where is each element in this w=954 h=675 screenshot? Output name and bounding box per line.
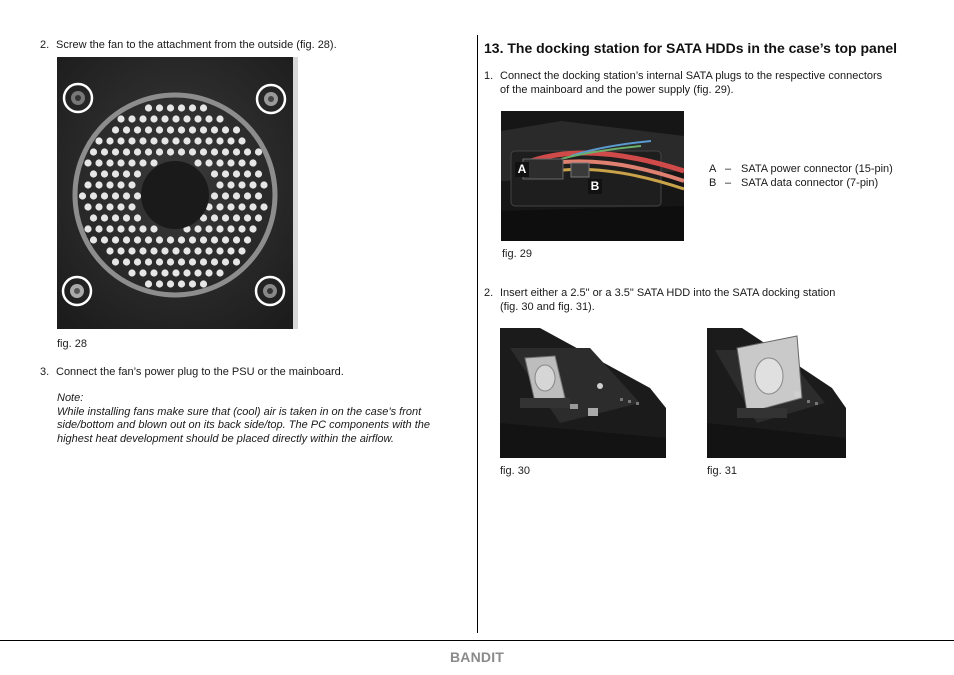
step-2-screw-fan xyxy=(40,38,337,52)
grille-hole xyxy=(123,258,130,265)
grille-hole xyxy=(106,181,113,188)
grille-hole xyxy=(90,236,97,243)
grille-hole xyxy=(90,170,97,177)
grille-hole xyxy=(128,159,135,166)
grille-hole xyxy=(106,203,113,210)
legend-key: A xyxy=(709,163,717,175)
grille-hole xyxy=(249,159,256,166)
grille-hole xyxy=(150,137,157,144)
note-label: Note: xyxy=(57,392,84,404)
grille-hole xyxy=(178,148,185,155)
grille-hole xyxy=(233,214,240,221)
grille-hole xyxy=(189,258,196,265)
footer-brand: BANDIT xyxy=(449,649,505,665)
grille-hole xyxy=(211,170,218,177)
grille-hole xyxy=(79,192,86,199)
grille-hole xyxy=(216,115,223,122)
grille-hole xyxy=(117,137,124,144)
grille-hole xyxy=(117,181,124,188)
grille-hole xyxy=(255,214,262,221)
legend-key: B xyxy=(709,177,717,189)
grille-hole xyxy=(216,159,223,166)
fan-grille-illustration xyxy=(57,57,298,329)
grille-hole xyxy=(233,236,240,243)
fig-29-caption: fig. 29 xyxy=(502,248,532,260)
grille-hole xyxy=(216,203,223,210)
fan-hub xyxy=(141,161,209,229)
step-number: 3. xyxy=(40,366,50,378)
grille-hole xyxy=(150,159,157,166)
grille-hole xyxy=(101,192,108,199)
grille-hole xyxy=(156,126,163,133)
grille-hole xyxy=(178,236,185,243)
grille-hole xyxy=(112,126,119,133)
grille-hole xyxy=(189,236,196,243)
grille-hole xyxy=(211,236,218,243)
grille-hole xyxy=(189,104,196,111)
grille-hole xyxy=(222,192,229,199)
grille-hole xyxy=(183,137,190,144)
grille-hole xyxy=(205,115,212,122)
grille-hole xyxy=(194,115,201,122)
grille-hole xyxy=(205,225,212,232)
grille-hole xyxy=(128,181,135,188)
grille-hole xyxy=(222,258,229,265)
hdd-3-5-illustration xyxy=(707,328,846,458)
grille-hole xyxy=(227,225,234,232)
grille-hole xyxy=(123,126,130,133)
grille-hole xyxy=(145,258,152,265)
section-title: 13. The docking station for SATA HDDs in the case’s top panel xyxy=(484,40,898,56)
grille-hole xyxy=(139,159,146,166)
grille-hole xyxy=(161,137,168,144)
grille-hole xyxy=(134,170,141,177)
grille-hole xyxy=(200,148,207,155)
grille-hole xyxy=(112,192,119,199)
grille-hole xyxy=(95,225,102,232)
grille-hole xyxy=(112,236,119,243)
legend-row-a xyxy=(709,162,893,176)
grille-hole xyxy=(139,115,146,122)
grille-hole xyxy=(189,126,196,133)
grille-hole xyxy=(145,104,152,111)
grille-hole xyxy=(161,115,168,122)
grille-hole xyxy=(260,203,267,210)
grille-hole xyxy=(156,236,163,243)
grille-hole xyxy=(112,258,119,265)
grille-hole xyxy=(216,137,223,144)
step-text-line-2: of the mainboard and the power supply (fig. 29). xyxy=(500,84,734,96)
grille-hole xyxy=(167,258,174,265)
grille-hole xyxy=(161,247,168,254)
grille-hole xyxy=(90,214,97,221)
grille-hole xyxy=(112,214,119,221)
step-text-line-1: Insert either a 2.5" or a 3.5" SATA HDD into the SATA docking station xyxy=(500,287,836,299)
grille-hole xyxy=(128,115,135,122)
grille-hole xyxy=(222,170,229,177)
note-line-1: While installing fans make sure that (cool) air is taken in on the case’s front xyxy=(57,405,422,418)
legend-dash: – xyxy=(725,177,732,189)
hdd-2-5-photo xyxy=(500,328,666,458)
grille-hole xyxy=(106,225,113,232)
grille-hole xyxy=(227,137,234,144)
grille-hole xyxy=(106,247,113,254)
grille-hole xyxy=(145,280,152,287)
grille-hole xyxy=(139,247,146,254)
grille-hole xyxy=(128,203,135,210)
grille-hole xyxy=(156,280,163,287)
grille-hole xyxy=(112,148,119,155)
grille-hole xyxy=(200,126,207,133)
step-text-line-1: Connect the docking station’s internal SATA plugs to the respective connectors xyxy=(500,70,883,82)
grille-hole xyxy=(216,247,223,254)
grille-hole xyxy=(222,148,229,155)
grille-hole xyxy=(200,236,207,243)
grille-hole xyxy=(216,269,223,276)
connector-legend xyxy=(709,162,893,190)
grille-hole xyxy=(134,214,141,221)
grille-hole xyxy=(128,137,135,144)
column-divider xyxy=(477,35,478,633)
grille-hole xyxy=(216,225,223,232)
grille-hole xyxy=(183,269,190,276)
grille-hole xyxy=(200,280,207,287)
grille-hole xyxy=(227,159,234,166)
grille-hole xyxy=(211,126,218,133)
grille-hole xyxy=(123,148,130,155)
grille-hole xyxy=(178,104,185,111)
grille-hole xyxy=(150,247,157,254)
grille-hole xyxy=(172,115,179,122)
grille-hole xyxy=(238,247,245,254)
grille-hole xyxy=(84,159,91,166)
grille-hole xyxy=(150,225,157,232)
step-number: 1. xyxy=(484,70,494,82)
label-b-badge: B xyxy=(588,179,602,194)
grille-hole xyxy=(101,214,108,221)
grille-hole xyxy=(145,148,152,155)
grille-hole xyxy=(123,170,130,177)
grille-hole xyxy=(134,126,141,133)
grille-hole xyxy=(156,148,163,155)
grille-hole xyxy=(167,126,174,133)
grille-hole xyxy=(123,236,130,243)
hdd-2-5-illustration xyxy=(500,328,666,458)
grille-hole xyxy=(244,214,251,221)
grille-hole xyxy=(84,203,91,210)
legend-dash: – xyxy=(725,163,732,175)
grille-hole xyxy=(172,269,179,276)
grille-hole xyxy=(139,137,146,144)
step-text: Connect the fan’s power plug to the PSU or the mainboard. xyxy=(56,366,344,378)
grille-hole xyxy=(255,192,262,199)
grille-hole xyxy=(205,269,212,276)
grille-hole xyxy=(211,214,218,221)
grille-hole xyxy=(172,247,179,254)
grille-hole xyxy=(200,258,207,265)
grille-hole xyxy=(117,247,124,254)
grille-hole xyxy=(178,280,185,287)
grille-hole xyxy=(84,225,91,232)
grille-hole xyxy=(233,148,240,155)
grille-hole xyxy=(238,225,245,232)
grille-hole xyxy=(255,170,262,177)
grille-hole xyxy=(117,159,124,166)
grille-hole xyxy=(211,148,218,155)
grille-hole xyxy=(139,225,146,232)
step-number: 2. xyxy=(40,39,50,51)
grille-hole xyxy=(117,115,124,122)
grille-hole xyxy=(178,258,185,265)
grille-hole xyxy=(128,225,135,232)
step-number: 2. xyxy=(484,287,494,299)
grille-hole xyxy=(101,236,108,243)
grille-hole xyxy=(189,148,196,155)
grille-hole xyxy=(106,159,113,166)
grille-hole xyxy=(222,126,229,133)
grille-hole xyxy=(211,192,218,199)
step-2-insert-hdd xyxy=(484,286,835,314)
grille-hole xyxy=(249,225,256,232)
fan-grille-photo xyxy=(57,57,298,329)
grille-hole xyxy=(128,269,135,276)
grille-hole xyxy=(156,258,163,265)
grille-hole xyxy=(194,137,201,144)
grille-hole xyxy=(150,269,157,276)
grille-hole xyxy=(84,181,91,188)
label-a-badge: A xyxy=(515,162,529,177)
grille-hole xyxy=(238,181,245,188)
grille-hole xyxy=(167,236,174,243)
grille-hole xyxy=(238,137,245,144)
grille-hole xyxy=(95,137,102,144)
docking-connectors-photo xyxy=(501,111,684,241)
grille-hole xyxy=(178,126,185,133)
grille-hole xyxy=(106,137,113,144)
grille-hole xyxy=(194,225,201,232)
footer-rule xyxy=(0,640,954,641)
grille-hole xyxy=(145,126,152,133)
grille-hole xyxy=(205,137,212,144)
grille-hole xyxy=(233,170,240,177)
hdd-3-5-photo xyxy=(707,328,846,458)
grille-hole xyxy=(205,247,212,254)
grille-hole xyxy=(244,170,251,177)
grille-hole xyxy=(189,280,196,287)
step-text: Screw the fan to the attachment from the outside (fig. 28). xyxy=(56,39,337,51)
grille-hole xyxy=(194,269,201,276)
grille-hole xyxy=(249,203,256,210)
grille-hole xyxy=(205,159,212,166)
grille-hole xyxy=(211,258,218,265)
grille-hole xyxy=(183,247,190,254)
grille-hole xyxy=(233,192,240,199)
fig-31-caption: fig. 31 xyxy=(707,465,737,477)
legend-desc: SATA power connector (15-pin) xyxy=(741,163,893,175)
grille-hole xyxy=(95,159,102,166)
grille-hole xyxy=(227,181,234,188)
grille-hole xyxy=(194,247,201,254)
grille-hole xyxy=(123,192,130,199)
note-block xyxy=(57,392,472,446)
step-3-connect-fan xyxy=(40,365,344,379)
grille-hole xyxy=(134,236,141,243)
grille-hole xyxy=(238,159,245,166)
grille-hole xyxy=(101,170,108,177)
grille-hole xyxy=(139,269,146,276)
grille-hole xyxy=(227,203,234,210)
grille-hole xyxy=(244,236,251,243)
grille-hole xyxy=(172,137,179,144)
grille-hole xyxy=(134,148,141,155)
grille-hole xyxy=(194,159,201,166)
grille-hole xyxy=(90,148,97,155)
grille-hole xyxy=(134,258,141,265)
grille-hole xyxy=(112,170,119,177)
grille-hole xyxy=(167,280,174,287)
legend-desc: SATA data connector (7-pin) xyxy=(741,177,879,189)
grille-hole xyxy=(238,203,245,210)
grille-hole xyxy=(90,192,97,199)
grille-hole xyxy=(117,203,124,210)
grille-hole xyxy=(167,104,174,111)
note-line-3: highest heat development should be placed directly within the airflow. xyxy=(57,432,394,445)
grille-hole xyxy=(167,148,174,155)
grille-hole xyxy=(233,126,240,133)
grille-hole xyxy=(156,104,163,111)
grille-hole xyxy=(128,247,135,254)
note-line-2: side/bottom and blown out on its back side/top. The PC components with the xyxy=(57,419,430,431)
grille-hole xyxy=(183,115,190,122)
grille-hole xyxy=(255,148,262,155)
legend-row-b xyxy=(709,176,893,190)
fig-28-caption: fig. 28 xyxy=(57,338,87,350)
step-text-line-2: (fig. 30 and fig. 31). xyxy=(500,301,595,313)
fig-30-caption: fig. 30 xyxy=(500,465,530,477)
grille-hole xyxy=(150,115,157,122)
grille-hole xyxy=(233,258,240,265)
grille-hole xyxy=(145,236,152,243)
grille-hole xyxy=(134,192,141,199)
grille-hole xyxy=(95,203,102,210)
grille-hole xyxy=(216,181,223,188)
grille-hole xyxy=(200,104,207,111)
grille-hole xyxy=(222,236,229,243)
step-1-connect-plugs xyxy=(484,69,882,97)
grille-hole xyxy=(222,214,229,221)
grille-hole xyxy=(161,269,168,276)
grille-hole xyxy=(117,225,124,232)
grille-hole xyxy=(95,181,102,188)
grille-hole xyxy=(227,247,234,254)
grille-hole xyxy=(123,214,130,221)
grille-hole xyxy=(249,181,256,188)
grille-hole xyxy=(244,192,251,199)
grille-hole xyxy=(101,148,108,155)
grille-hole xyxy=(260,181,267,188)
grille-hole xyxy=(244,148,251,155)
